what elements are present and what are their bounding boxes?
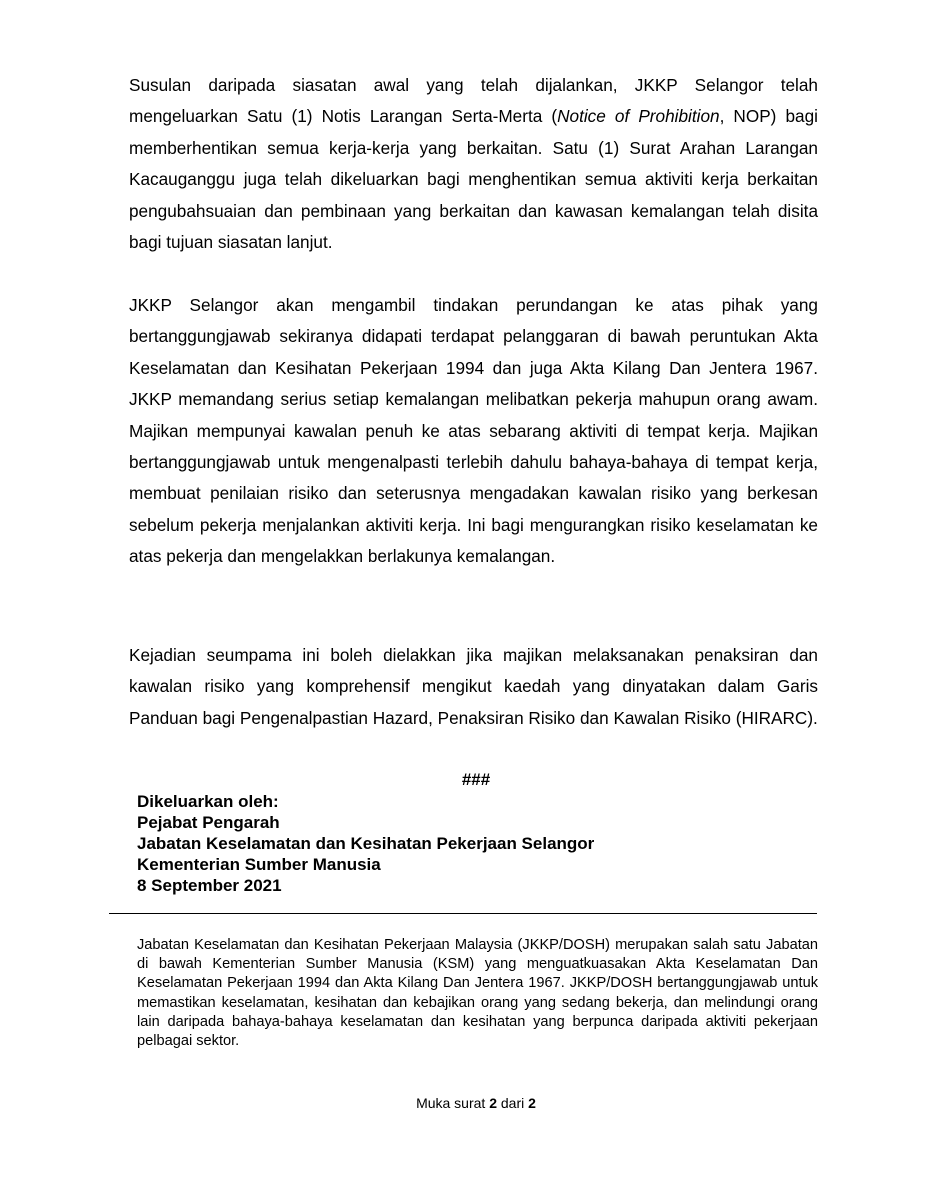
horizontal-divider xyxy=(109,913,817,914)
paragraph-legal-action: JKKP Selangor akan mengambil tindakan perundangan ke atas pihak yang bertanggungjawab sekiranya didapati terdapat pelanggaran di bawah peruntukan Akta Keselamatan dan Kesihatan Pekerjaan 1994 dan juga Akta Kilang Dan Jentera 1967. JKKP memandang serius setiap kemalangan melibatkan pekerja mahupun orang awam. Majikan mempunyai kawalan penuh ke atas sebarang aktiviti di tempat kerja. Majikan bertanggungjawab untuk mengenalpasti terlebih dahulu bahaya-bahaya di tempat kerja, membuat penilaian risiko dan seterusnya mengadakan kawalan risiko yang berkesan sebelum pekerja menjalankan aktiviti kerja. Ini bagi mengurangkan risiko keselamatan ke atas pekerja dan mengelakkan berlakunya kemalangan. xyxy=(129,295,818,567)
paragraph-investigation-text-2: , NOP) bagi memberhentikan semua kerja-kerja yang berkaitan. Satu (1) Surat Arahan Larangan Kacauganggu juga telah dikeluarkan bagi menghentikan semua aktiviti kerja berkaitan pengubahsuaian dan pembinaan yang berkaitan dan kawasan kemalangan telah disita bagi tujuan siasatan lanjut. xyxy=(129,106,818,253)
paragraph-investigation-text-1: Susulan daripada siasatan awal yang telah dijalankan, JKKP Selangor telah mengeluarkan Satu (1) Notis Larangan Serta-Merta ( xyxy=(129,75,818,127)
end-mark: ### xyxy=(461,770,491,789)
about-department-text: Jabatan Keselamatan dan Kesihatan Pekerjaan Malaysia (JKKP/DOSH) merupakan salah satu Jabatan di bawah Kementerian Sumber Manusia (KSM) yang menguatkuasakan Akta Keselamatan Dan Keselamatan Pekerjaan 1994 dan Akta Kilang Dan Jentera 1967. JKKP/DOSH bertanggungjawab untuk memastikan keselamatan, kesihatan dan kebajikan orang yang sedang bekerja, dan melindungi orang lain daripada bahaya-bahaya keselamatan dan kesihatan yang berpunca daripada aktiviti pekerjaan pelbagai sektor. xyxy=(137,937,818,1050)
paragraph-investigation xyxy=(129,70,818,258)
issuer-department: Jabatan Keselamatan dan Kesihatan Pekerjaan Selangor xyxy=(137,834,595,853)
issuer-block xyxy=(137,791,594,896)
issuer-ministry: Kementerian Sumber Manusia xyxy=(137,855,381,874)
current-page-number: 2 xyxy=(489,1095,497,1111)
paragraph-prevention: Kejadian seumpama ini boleh dielakkan jika majikan melaksanakan penaksiran dan kawalan risiko yang komprehensif mengikut kaedah yang dinyatakan dalam Garis Panduan bagi Pengenalpastian Hazard, Penaksiran Risiko dan Kawalan Risiko (HIRARC). xyxy=(129,645,818,728)
total-page-count: 2 xyxy=(528,1095,536,1111)
issuer-office: Pejabat Pengarah xyxy=(137,813,280,832)
notice-of-prohibition-term: Notice of Prohibition xyxy=(557,106,720,127)
page-footer-prefix: Muka surat xyxy=(416,1095,490,1111)
page-footer-middle: dari xyxy=(497,1095,529,1111)
issue-date: 8 September 2021 xyxy=(137,876,282,895)
issued-by-label: Dikeluarkan oleh: xyxy=(137,792,279,811)
page-footer xyxy=(0,1093,927,1113)
